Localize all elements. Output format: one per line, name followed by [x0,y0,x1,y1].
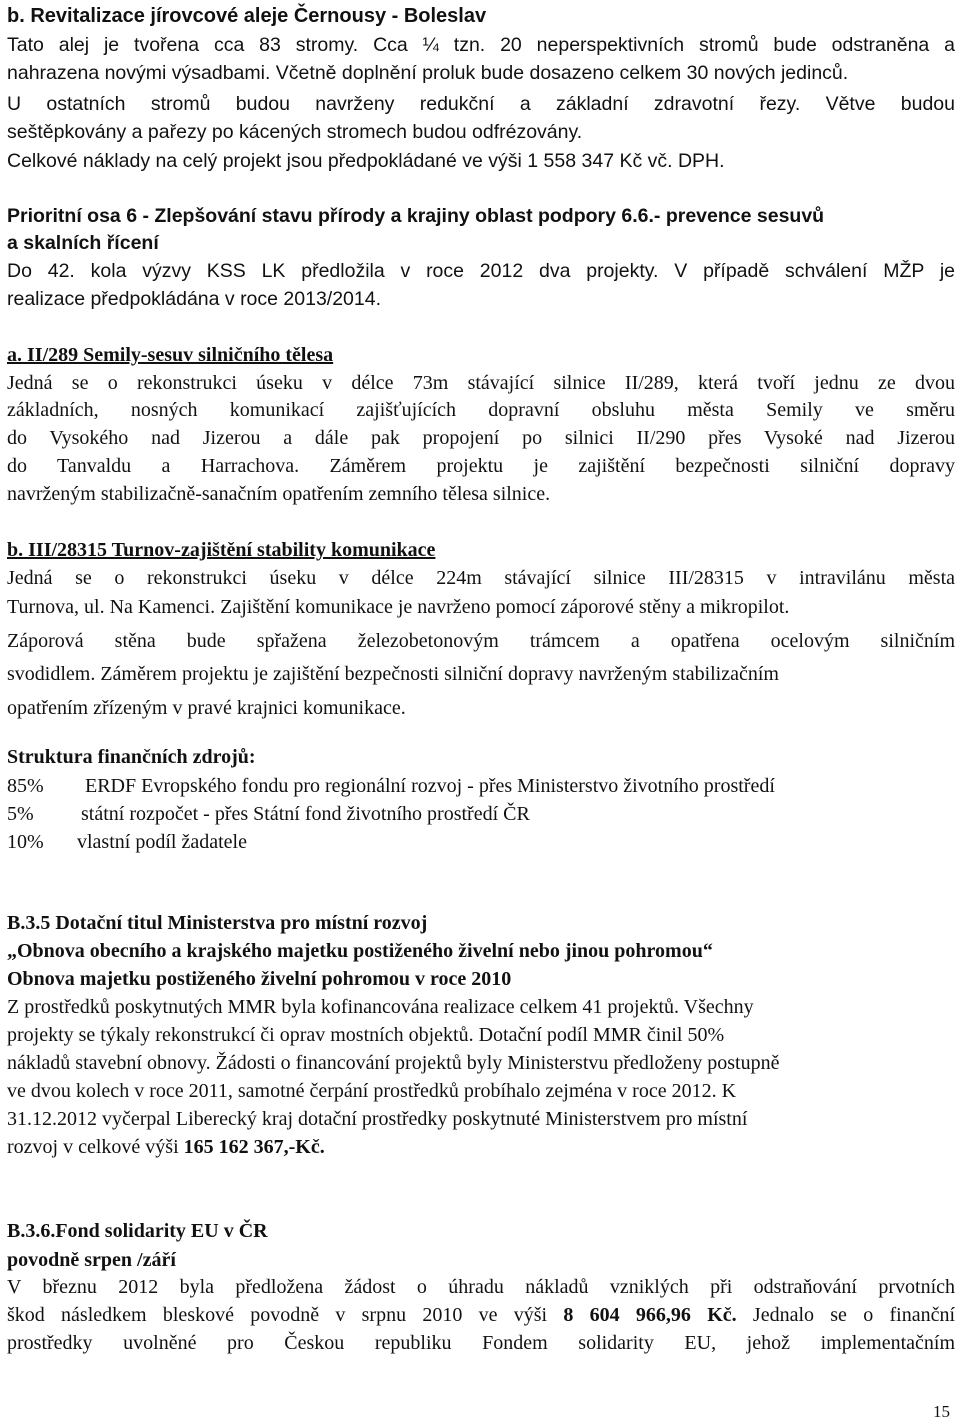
text-line: projekty se týkaly rekonstrukcí či oprav mostních objektů. Dotační podíl MMR činil 50% [7,1024,725,1046]
text-line: prostředky uvolněné pro Českou republiku Fondem solidarity EU, jehož implementačním [7,1332,955,1354]
text-prefix: rozvoj v celkové výši [7,1136,184,1158]
page-number: 15 [933,1402,950,1421]
text-line: do Vysokého nad Jizerou a dále pak propojení po silnici II/290 přes Vysoké nad Jizerou [7,427,955,449]
text-line: Celkové náklady na celý projekt jsou předpokládané ve výši 1 558 347 Kč vč. DPH. [7,150,725,172]
text-line: základních, nosných komunikací zajišťujících dopravní obsluhu města Semily ve směru [7,399,955,421]
financing-text: ERDF Evropského fondu pro regionální rozvoj - přes Ministerstvo životního prostředí [85,775,775,797]
text-line-amount [7,1137,325,1157]
financing-pct: 10% [7,831,44,853]
financing-row [7,804,530,824]
text-line: U ostatních stromů budou navrženy redukční a základní zdravotní řezy. Větve budou [7,93,955,115]
text-line: realizace předpokládána v roce 2013/2014. [7,288,382,310]
text-line: svodidlem. Záměrem projektu je zajištění bezpečnosti silniční dopravy navrženým stabilizačním [7,663,779,685]
text-prefix: škod následkem bleskové povodně v srpnu 2010 ve výši [7,1304,564,1326]
subheading-b35-1: „Obnova obecního a krajského majetku postiženého živelní nebo jinou pohromou“ [7,940,713,962]
heading-project-b: b. III/28315 Turnov-zajištění stability komunikace [7,539,436,561]
financing-pct: 5% [7,803,34,825]
financing-pct: 85% [7,775,44,797]
text-line: ve dvou kolech v roce 2011, samotné čerpání prostředků probíhalo zejména v roce 2012. K [7,1080,737,1102]
heading-project-a: a. II/289 Semily-sesuv silničního tělesa [7,344,334,366]
financing-row [7,832,247,852]
text-line: Jedná se o rekonstrukci úseku v délce 224m stávající silnice III/28315 v intravilánu města [7,567,955,589]
amount-claim: 8 604 966,96 Kč. [563,1304,737,1326]
text-line: nákladů stavební obnovy. Žádosti o financování projektů byly Ministerstvu předloženy postupně [7,1052,780,1074]
text-line: Do 42. kola výzvy KSS LK předložila v roce 2012 dva projekty. V případě schválení MŽP je [7,260,955,282]
heading-priority-axis: Prioritní osa 6 - Zlepšování stavu přírody a krajiny oblast podpory 6.6.- prevence sesuvů [7,205,825,227]
text-line: Jedná se o rekonstrukci úseku v délce 73m stávající silnice II/289, která tvoří jednu ze dvou [7,372,955,394]
text-line: navrženým stabilizačně-sanačním opatřením zemního tělesa silnice. [7,483,551,505]
financing-row [7,776,775,796]
heading-financing: Struktura finančních zdrojů: [7,746,256,768]
text-line: nahrazena novými výsadbami. Včetně doplnění proluk bude dosazeno celkem 30 nových jedinců. [7,62,849,84]
heading-b35: B.3.5 Dotační titul Ministerstva pro místní rozvoj [7,912,428,934]
text-line: do Tanvaldu a Harrachova. Záměrem projektu je zajištění bezpečnosti silniční dopravy [7,455,955,477]
heading-revitalizace: b. Revitalizace jírovcové aleje Černousy - Boleslav [7,5,487,27]
financing-text: vlastní podíl žadatele [77,831,247,853]
text-line: V březnu 2012 byla předložena žádost o úhradu nákladů vzniklých při odstraňování prvotních [7,1276,955,1298]
text-line: Tato alej je tvořena cca 83 stromy. Cca ¼ tzn. 20 neperspektivních stromů bude odstraněna a [7,34,955,56]
heading-b36: B.3.6.Fond solidarity EU v ČR [7,1220,268,1242]
text-line: Turnova, ul. Na Kamenci. Zajištění komunikace je navrženo pomocí záporové stěny a mikropilot. [7,596,790,618]
text-line: Záporová stěna bude spřažena železobetonovým trámcem a opatřena ocelovým silničním [7,630,955,652]
heading-priority-axis-cont: a skalních řícení [7,232,159,254]
text-suffix: Jednalo se o finanční [736,1304,956,1326]
text-line: seštěpkovány a pařezy po kácených stromech budou odfrézovány. [7,121,583,143]
text-line: opatřením zřízeným v pravé krajnici komunikace. [7,697,406,719]
text-line-amount [7,1305,955,1325]
financing-text: státní rozpočet - přes Státní fond životního prostředí ČR [81,803,530,825]
subheading-b36: povodně srpen /září [7,1249,176,1271]
text-line: Z prostředků poskytnutých MMR byla kofinancována realizace celkem 41 projektů. Všechny [7,996,754,1018]
text-line: 31.12.2012 vyčerpal Liberecký kraj dotační prostředky poskytnuté Ministerstvem pro místní [7,1108,748,1130]
amount-total: 165 162 367,-Kč. [183,1136,325,1158]
subheading-b35-2: Obnova majetku postiženého živelní pohromou v roce 2010 [7,968,512,990]
